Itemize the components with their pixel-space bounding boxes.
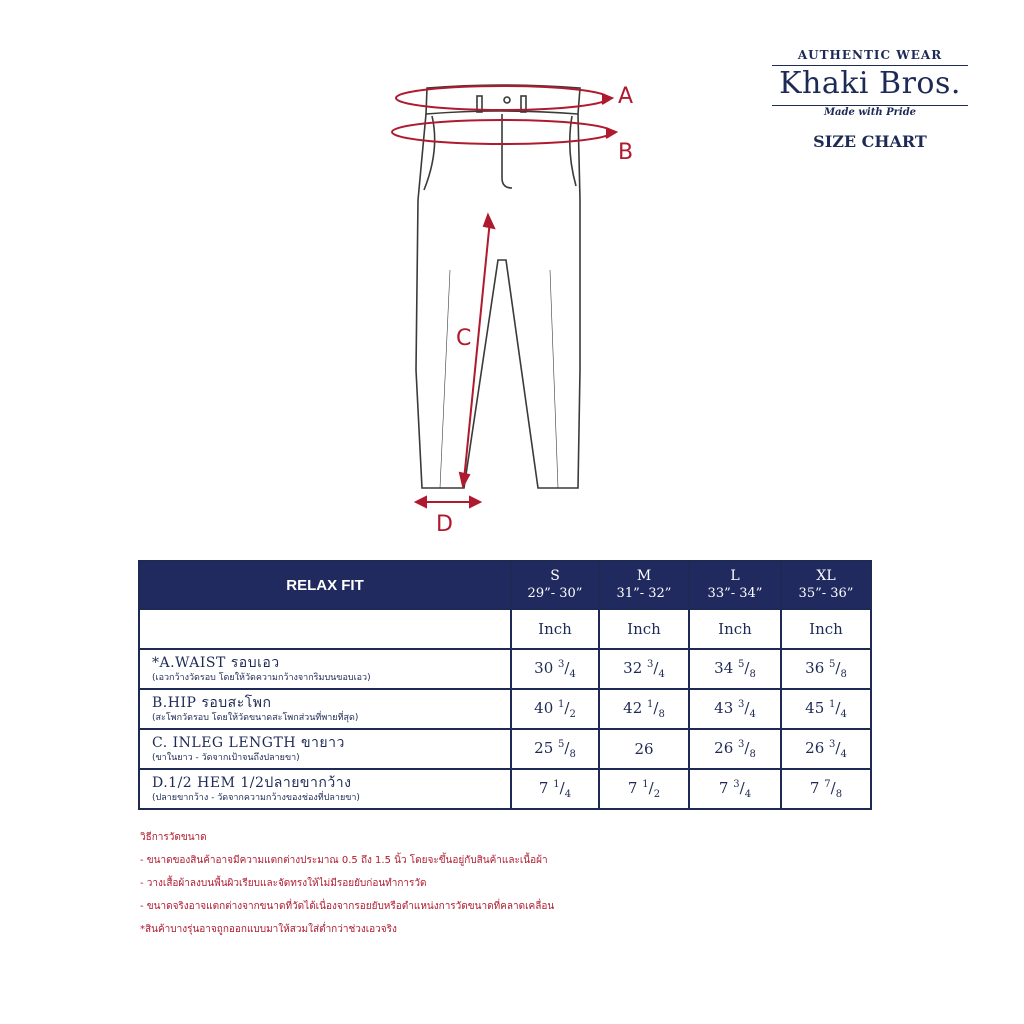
value-fraction-den: 8 <box>835 788 843 800</box>
measurement-desc: (เอวกว้างวัดรอบ โดยให้วัดความกว้างจากริมบนขอบเอว) <box>152 673 371 683</box>
measurement-title: *A.WAIST รอบเอว <box>152 655 280 671</box>
value-fraction-den: 4 <box>569 668 576 680</box>
value-fraction-den: 4 <box>749 708 756 720</box>
fraction-slash: / <box>653 658 659 677</box>
measurement-label <box>139 689 511 729</box>
measurement-label <box>139 769 511 809</box>
label-c: C <box>456 326 472 351</box>
value-fraction-num: 1 <box>829 698 836 710</box>
size-col-s <box>511 561 599 609</box>
value-fraction-num: 3 <box>647 658 654 670</box>
size-name: M <box>636 568 652 584</box>
fraction-slash: / <box>830 778 836 797</box>
measurement-value <box>511 689 599 729</box>
value-whole: 26 <box>634 740 654 758</box>
measurement-value <box>689 649 781 689</box>
fraction-slash: / <box>744 738 750 757</box>
measurement-value <box>599 649 689 689</box>
brand-name: Khaki Bros. <box>779 66 961 101</box>
measurement-value <box>781 689 871 729</box>
fraction-slash: / <box>648 778 654 797</box>
value-fraction-den: 8 <box>658 708 665 720</box>
size-name: XL <box>816 568 836 584</box>
label-b: B <box>618 140 634 165</box>
measurement-title: C. INLEG LENGTH ขายาว <box>152 735 345 751</box>
value-whole: 42 <box>623 698 643 717</box>
value-whole: 30 <box>534 658 554 677</box>
measurement-title: B.HIP รอบสะโพก <box>152 695 272 711</box>
value-whole: 7 <box>538 778 549 797</box>
note-line: - วางเสื้อผ้าลงบนพื้นผิวเรียบและจัดทรงให้ไม่มีรอยยับก่อนทำการวัด <box>140 878 427 889</box>
size-col-xl <box>781 561 871 609</box>
fraction-slash: / <box>744 658 750 677</box>
measurement-desc: (ปลายขากว้าง - วัดจากความกว้างของช่องที่ปลายขา) <box>152 793 360 803</box>
size-col-m <box>599 561 689 609</box>
fit-label: RELAX FIT <box>139 561 511 609</box>
measurement-value <box>781 769 871 809</box>
value-fraction-num: 3 <box>738 738 745 750</box>
measurement-value <box>511 649 599 689</box>
fraction-slash: / <box>653 698 659 717</box>
value-whole: 26 <box>805 738 825 757</box>
measurement-title: D.1/2 HEM 1/2ปลายขากว้าง <box>152 775 352 791</box>
value-fraction-den: 4 <box>564 788 572 800</box>
measurement-value <box>689 769 781 809</box>
value-fraction-den: 4 <box>840 748 847 760</box>
size-table <box>138 560 872 810</box>
measurement-value <box>781 649 871 689</box>
size-range: 35”- 36” <box>798 586 854 601</box>
fraction-slash: / <box>739 778 745 797</box>
value-fraction-den: 8 <box>749 668 756 680</box>
value-whole: 7 <box>809 778 820 797</box>
value-fraction-num: 3 <box>733 778 740 790</box>
value-fraction-num: 3 <box>738 698 745 710</box>
size-range: 33”- 34” <box>707 586 763 601</box>
measurement-desc: (สะโพกวัดรอบ โดยให้วัดขนาดสะโพกส่วนที่พายที่สุด) <box>152 713 359 723</box>
note-line: - ขนาดของสินค้าอาจมีความแตกต่างประมาณ 0.5 ถึง 1.5 นิ้ว โดยจะขึ้นอยู่กับสินค้าและเนื้อผ้า <box>140 855 548 866</box>
value-fraction-num: 1 <box>558 698 565 710</box>
size-range: 31”- 32” <box>616 586 672 601</box>
table-row <box>139 729 871 769</box>
value-fraction-num: 3 <box>558 658 565 670</box>
size-chart-title: SIZE CHART <box>813 132 927 151</box>
brand-block <box>760 48 980 151</box>
value-fraction-num: 5 <box>829 658 836 670</box>
measurement-notes <box>140 826 900 941</box>
measurement-value <box>689 729 781 769</box>
table-row <box>139 689 871 729</box>
pants-diagram <box>380 70 660 550</box>
measurement-label <box>139 649 511 689</box>
measurement-value <box>689 689 781 729</box>
unit-cell: Inch <box>781 609 871 649</box>
measurement-value <box>599 769 689 809</box>
unit-row <box>139 609 871 649</box>
measurement-value <box>599 689 689 729</box>
size-range: 29”- 30” <box>527 586 583 601</box>
fraction-slash: / <box>835 658 841 677</box>
value-fraction-den: 8 <box>840 668 847 680</box>
measurement-value <box>511 729 599 769</box>
value-fraction-num: 7 <box>824 778 831 790</box>
brand-top-text: AUTHENTIC WEAR <box>797 48 943 62</box>
unit-row-blank <box>139 609 511 649</box>
unit-cell: Inch <box>511 609 599 649</box>
value-fraction-den: 2 <box>653 788 661 800</box>
measurement-desc: (ขาในยาว - วัดจากเป้าจนถึงปลายขา) <box>152 753 300 763</box>
value-fraction-num: 5 <box>558 738 565 750</box>
label-d: D <box>436 512 453 537</box>
value-whole: 7 <box>718 778 729 797</box>
brand-divider-bottom <box>772 105 968 106</box>
value-fraction-den: 8 <box>569 748 576 760</box>
value-fraction-den: 4 <box>840 708 847 720</box>
value-whole: 32 <box>623 658 643 677</box>
fraction-slash: / <box>564 738 570 757</box>
measurement-label <box>139 729 511 769</box>
value-fraction-num: 5 <box>738 658 745 670</box>
value-fraction-num: 1 <box>642 778 649 790</box>
measure-rows <box>139 649 871 809</box>
value-fraction-den: 4 <box>658 668 665 680</box>
size-col-l <box>689 561 781 609</box>
fraction-slash: / <box>835 698 841 717</box>
value-fraction-den: 4 <box>744 788 752 800</box>
measurement-value <box>781 729 871 769</box>
brand-tagline: Made with Pride <box>823 107 917 118</box>
fraction-slash: / <box>559 778 565 797</box>
unit-cell: Inch <box>689 609 781 649</box>
size-name: L <box>730 568 740 584</box>
value-fraction-num: 1 <box>647 698 654 710</box>
value-fraction-den: 2 <box>569 708 576 720</box>
label-a: A <box>618 84 634 109</box>
measurement-value <box>511 769 599 809</box>
note-line: *สินค้าบางรุ่นอาจถูกออกแบบมาให้สวมใส่ต่ำกว่าช่วงเอวจริง <box>140 924 397 935</box>
size-name: S <box>550 568 560 584</box>
unit-cell: Inch <box>599 609 689 649</box>
value-whole: 25 <box>534 738 554 757</box>
table-row <box>139 649 871 689</box>
fraction-slash: / <box>564 658 570 677</box>
value-fraction-den: 8 <box>749 748 756 760</box>
value-fraction-num: 3 <box>829 738 836 750</box>
value-whole: 45 <box>805 698 825 717</box>
fraction-slash: / <box>744 698 750 717</box>
value-whole: 40 <box>534 698 554 717</box>
measurement-value <box>599 729 689 769</box>
value-whole: 34 <box>714 658 734 677</box>
fraction-slash: / <box>564 698 570 717</box>
value-fraction-num: 1 <box>553 778 560 790</box>
size-header-row <box>139 561 871 609</box>
value-whole: 7 <box>627 778 638 797</box>
value-whole: 43 <box>714 698 734 717</box>
note-line: - ขนาดจริงอาจแตกต่างจากขนาดที่วัดได้เนื่องจากรอยยับหรือตำแหน่งการวัดขนาดที่คลาดเคลื่อน <box>140 901 555 912</box>
value-whole: 36 <box>805 658 825 677</box>
table-row <box>139 769 871 809</box>
fraction-slash: / <box>835 738 841 757</box>
notes-heading: วิธีการวัดขนาด <box>140 832 207 843</box>
value-whole: 26 <box>714 738 734 757</box>
